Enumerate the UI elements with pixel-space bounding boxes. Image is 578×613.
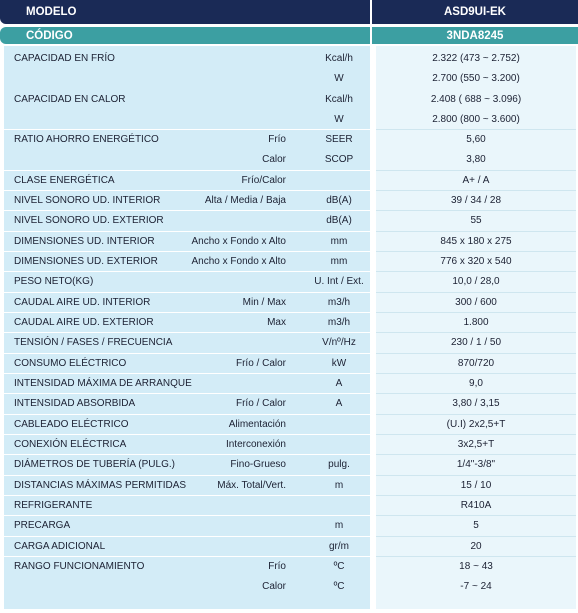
row-divider: [376, 414, 576, 415]
spec-mode: Alta / Media / Baja: [204, 195, 286, 206]
spec-name: CONSUMO ELÉCTRICO: [14, 358, 127, 369]
spec-row: [4, 518, 576, 535]
spec-value: (U.I) 2x2,5+T: [446, 419, 506, 430]
spec-table: [0, 46, 578, 609]
row-divider: [376, 210, 576, 211]
row-divider: [376, 475, 576, 476]
spec-name: PESO NETO(KG): [14, 276, 94, 287]
spec-unit: Kcal/h: [325, 94, 353, 105]
row-divider: [4, 170, 370, 171]
spec-mode: Interconexión: [225, 439, 286, 450]
spec-unit: m3/h: [327, 297, 351, 308]
spec-mode: Máx. Total/Vert.: [217, 480, 286, 491]
spec-value: 845 x 180 x 275: [440, 236, 512, 247]
spec-mode: Frío: [268, 561, 286, 572]
row-divider: [4, 190, 370, 191]
spec-name: DISTANCIAS MÁXIMAS PERMITIDAS: [14, 480, 187, 491]
spec-row: [4, 152, 576, 169]
row-divider: [4, 434, 370, 435]
spec-row: [4, 193, 576, 210]
row-divider: [376, 556, 576, 557]
row-divider: [376, 393, 576, 394]
spec-mode: Fino-Grueso: [230, 459, 286, 470]
spec-mode: Calor: [262, 581, 286, 592]
spec-row: [4, 559, 576, 576]
row-divider: [376, 495, 576, 496]
row-divider: [376, 170, 576, 171]
row-divider: [376, 251, 576, 252]
spec-value: 300 / 600: [455, 297, 497, 308]
spec-name: NIVEL SONORO UD. INTERIOR: [14, 195, 161, 206]
spec-unit: W: [334, 73, 344, 84]
spec-name: PRECARGA: [14, 520, 71, 531]
spec-value: 2.800 (800 ~ 3.600): [432, 114, 520, 125]
spec-value: 9,0: [469, 378, 483, 389]
spec-row: [4, 254, 576, 271]
spec-mode: Ancho x Fondo x Alto: [191, 236, 286, 247]
spec-unit: m3/h: [327, 317, 351, 328]
row-divider: [4, 454, 370, 455]
row-divider: [376, 332, 576, 333]
spec-value: 1/4"-3/8": [456, 459, 496, 470]
spec-value: 776 x 320 x 540: [440, 256, 512, 267]
spec-unit: A: [335, 378, 343, 389]
row-divider: [376, 454, 576, 455]
row-divider: [4, 393, 370, 394]
model-label: MODELO: [0, 0, 370, 24]
spec-mode: Frío: [268, 134, 286, 145]
spec-mode: Ancho x Fondo x Alto: [191, 256, 286, 267]
spec-value: 15 / 10: [460, 480, 492, 491]
row-divider: [4, 515, 370, 516]
row-divider: [4, 373, 370, 374]
code-header-row: [0, 27, 578, 44]
spec-value: 5,60: [466, 134, 486, 145]
row-divider: [4, 292, 370, 293]
spec-mode: Max: [267, 317, 286, 328]
spec-row: [4, 579, 576, 596]
row-divider: [4, 353, 370, 354]
spec-value: 39 / 34 / 28: [450, 195, 502, 206]
spec-row: [4, 498, 576, 515]
spec-unit: W: [334, 114, 344, 125]
spec-mode: Min / Max: [242, 297, 286, 308]
spec-row: [4, 478, 576, 495]
spec-name: RANGO FUNCIONAMIENTO: [14, 561, 145, 572]
row-divider: [4, 210, 370, 211]
spec-unit: mm: [330, 256, 348, 267]
spec-row: [4, 457, 576, 474]
spec-value: 3x2,5+T: [457, 439, 495, 450]
spec-mode: Frío / Calor: [235, 398, 286, 409]
spec-row: [4, 112, 576, 129]
spec-name: CAUDAL AIRE UD. EXTERIOR: [14, 317, 154, 328]
spec-name: CAUDAL AIRE UD. INTERIOR: [14, 297, 151, 308]
row-divider: [376, 515, 576, 516]
spec-row: [4, 335, 576, 352]
row-divider: [4, 312, 370, 313]
row-divider: [376, 292, 576, 293]
spec-row: [4, 173, 576, 190]
spec-row: [4, 234, 576, 251]
model-value: ASD9UI-EK: [370, 0, 578, 24]
spec-mode: Calor: [262, 154, 286, 165]
spec-name: DIMENSIONES UD. INTERIOR: [14, 236, 155, 247]
row-divider: [4, 475, 370, 476]
spec-unit: ºC: [333, 581, 345, 592]
spec-unit: A: [335, 398, 343, 409]
row-divider: [376, 271, 576, 272]
spec-row: [4, 376, 576, 393]
spec-name: DIÁMETROS DE TUBERÍA (PULG.): [14, 459, 175, 470]
spec-row: [4, 437, 576, 454]
row-divider: [4, 129, 370, 130]
spec-unit: gr/m: [329, 541, 349, 552]
spec-name: CAPACIDAD EN CALOR: [14, 94, 126, 105]
spec-unit: SCOP: [324, 154, 354, 165]
spec-unit: pulg.: [328, 459, 350, 470]
spec-value: A+ / A: [462, 175, 490, 186]
spec-value: 2.408 ( 688 ~ 3.096): [430, 94, 522, 105]
spec-name: INTENSIDAD ABSORBIDA: [14, 398, 136, 409]
spec-unit: ºC: [333, 561, 345, 572]
row-divider: [4, 414, 370, 415]
spec-value: -7 ~ 24: [460, 581, 492, 592]
spec-unit: Kcal/h: [325, 53, 353, 64]
spec-unit: kW: [331, 358, 347, 369]
spec-value: 5: [473, 520, 479, 531]
spec-row: [4, 132, 576, 149]
spec-name: NIVEL SONORO UD. EXTERIOR: [14, 215, 164, 226]
spec-unit: mm: [330, 236, 348, 247]
spec-name: CLASE ENERGÉTICA: [14, 175, 115, 186]
spec-name: TENSIÓN / FASES / FRECUENCIA: [14, 337, 173, 348]
spec-value: R410A: [460, 500, 492, 511]
model-header-row: [0, 0, 578, 24]
row-divider: [4, 495, 370, 496]
spec-value: 55: [470, 215, 482, 226]
row-divider: [376, 536, 576, 537]
spec-row: [4, 396, 576, 413]
spec-name: CABLEADO ELÉCTRICO: [14, 419, 129, 430]
spec-value: 870/720: [457, 358, 495, 369]
spec-mode: Frío / Calor: [235, 358, 286, 369]
spec-row: [4, 92, 576, 109]
spec-row: [4, 539, 576, 556]
spec-row: [4, 71, 576, 88]
spec-value: 10,0 / 28,0: [452, 276, 500, 287]
spec-name: DIMENSIONES UD. EXTERIOR: [14, 256, 158, 267]
spec-row: [4, 213, 576, 230]
row-divider: [4, 536, 370, 537]
spec-unit: U. Int / Ext.: [314, 276, 364, 287]
spec-unit: V/nº/Hz: [322, 337, 356, 348]
spec-unit: dB(A): [326, 215, 352, 226]
spec-mode: Alimentación: [228, 419, 286, 430]
row-divider: [4, 231, 370, 232]
row-divider: [376, 373, 576, 374]
spec-value: 18 ~ 43: [459, 561, 493, 572]
row-divider: [376, 312, 576, 313]
row-divider: [376, 434, 576, 435]
spec-name: RATIO AHORRO ENERGÉTICO: [14, 134, 159, 145]
spec-name: INTENSIDAD MÁXIMA DE ARRANQUE: [14, 378, 192, 389]
spec-row: [4, 417, 576, 434]
spec-value: 1.800: [463, 317, 489, 328]
spec-row: [4, 315, 576, 332]
row-divider: [4, 271, 370, 272]
spec-name: CARGA ADICIONAL: [14, 541, 106, 552]
row-divider: [4, 251, 370, 252]
row-divider: [376, 190, 576, 191]
spec-row: [4, 295, 576, 312]
code-value: 3NDA8245: [370, 27, 578, 44]
row-divider: [376, 353, 576, 354]
spec-value: 20: [470, 541, 482, 552]
spec-unit: dB(A): [326, 195, 352, 206]
spec-unit: m: [334, 520, 344, 531]
spec-value: 3,80: [466, 154, 486, 165]
spec-value: 230 / 1 / 50: [450, 337, 502, 348]
spec-unit: m: [334, 480, 344, 491]
spec-name: CONEXIÓN ELÉCTRICA: [14, 439, 127, 450]
spec-unit: SEER: [325, 134, 353, 145]
spec-row: [4, 274, 576, 291]
spec-value: 2.322 (473 ~ 2.752): [432, 53, 520, 64]
spec-row: [4, 356, 576, 373]
row-divider: [4, 556, 370, 557]
spec-row: [4, 51, 576, 68]
spec-name: CAPACIDAD EN FRÍO: [14, 53, 115, 64]
row-divider: [376, 129, 576, 130]
row-divider: [376, 231, 576, 232]
spec-mode: Frío/Calor: [241, 175, 286, 186]
code-label: CÓDIGO: [0, 27, 370, 44]
spec-name: REFRIGERANTE: [14, 500, 93, 511]
spec-value: 2.700 (550 ~ 3.200): [432, 73, 520, 84]
row-divider: [4, 332, 370, 333]
spec-value: 3,80 / 3,15: [452, 398, 500, 409]
